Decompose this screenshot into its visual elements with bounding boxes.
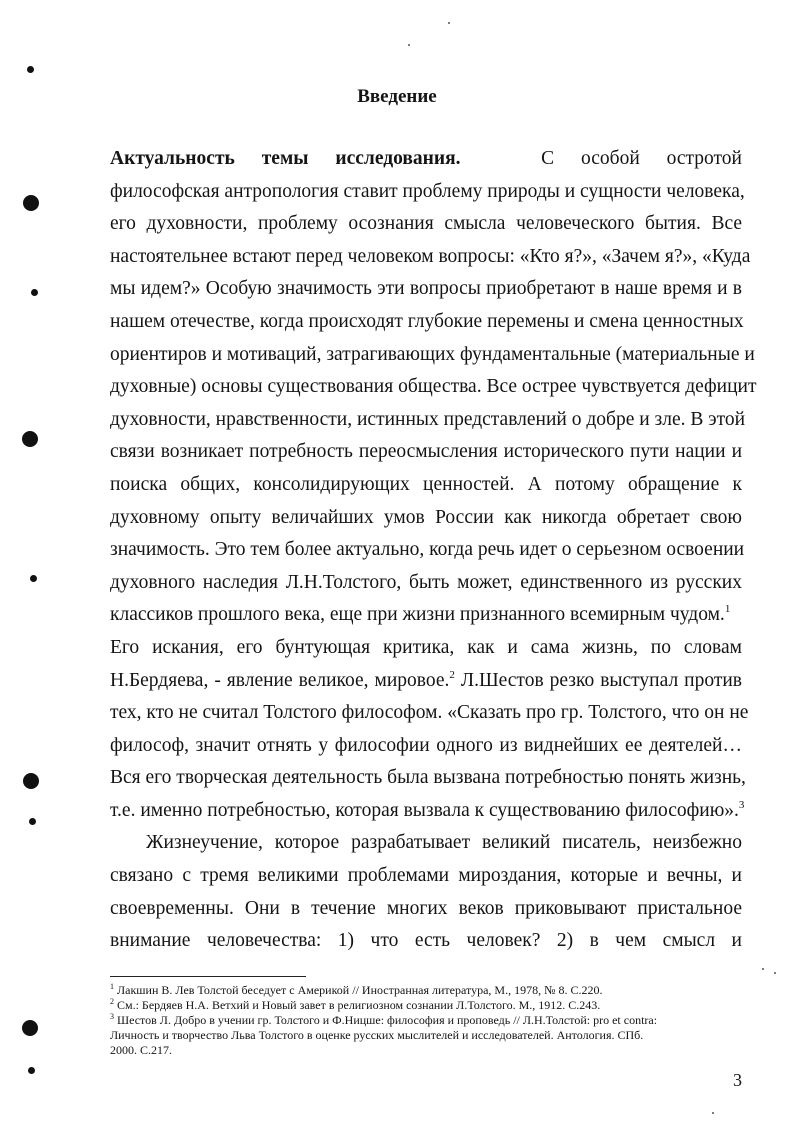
text-line: духовному опыту величайших умов России как никогда обретает свою <box>110 506 742 528</box>
text-line: Вся его творческая деятельность была вызвана потребностью понять жизнь, <box>110 767 746 789</box>
text-line: нашем отечестве, когда происходят глубокие перемены и смена ценностных <box>110 310 744 332</box>
punch-mark <box>28 1067 35 1074</box>
scan-speck <box>712 1112 714 1114</box>
text-line: философская антропология ставит проблему природы и сущности человека, <box>110 180 745 202</box>
footnote-continuation: Личность и творчество Льва Толстого в оценке русских мыслителей и исследователей. Антология. СПб. <box>110 1028 644 1042</box>
body-text <box>110 143 757 958</box>
punch-mark <box>30 575 37 582</box>
text-line: Н.Бердяева, - явление великое, мировое.$^2$ Л.Шестов резко выступал против <box>110 668 742 691</box>
text-line: Его искания, его бунтующая критика, как и сама жизнь, по словам <box>110 636 742 658</box>
punch-hole <box>22 431 38 447</box>
text-line: своевременны. Они в течение многих веков приковывают пристальное <box>110 897 742 919</box>
page-title: Введение <box>357 86 437 107</box>
text-line: связано с тремя великими проблемами мироздания, которые и вечны, и <box>110 865 742 887</box>
text-line: значимость. Это тем более актуально, когда речь идет о серьезном освоении <box>110 539 745 561</box>
scan-speck <box>762 968 764 970</box>
text-line: тех, кто не считал Толстого философом. «Сказать про гр. Толстого, что он не <box>110 702 749 724</box>
punch-hole <box>23 773 39 789</box>
footnote: $^3$ Шестов Л. Добро в учении гр. Толстого и Ф.Ницше: философия и проповедь // Л.Н.Толстой: pro et contra: <box>110 1012 658 1027</box>
section-heading: Актуальность темы исследования. <box>110 148 461 169</box>
footnote: $^1$ Лакшин В. Лев Толстой беседует с Америкой // Иностранная литература, М., 1978, № 8. С.220. <box>110 982 603 997</box>
footnote-divider <box>110 976 306 977</box>
page-number: 3 <box>733 1070 742 1090</box>
text-line: духовные) основы существования общества. Все острее чувствуется дефицит <box>110 376 757 398</box>
punch-mark <box>31 289 38 296</box>
text-line: ориентиров и мотиваций, затрагивающих фундаментальные (материальные и <box>110 343 755 365</box>
text-line: мы идем?» Особую значимость эти вопросы приобретают в наше время и в <box>110 278 742 300</box>
punch-hole <box>23 195 39 211</box>
footnote-ref: 2 <box>449 668 455 681</box>
punch-mark <box>27 66 34 73</box>
text-line: поиска общих, консолидирующих ценностей. А потому обращение к <box>110 473 742 495</box>
footnote-ref: 3 <box>738 798 745 811</box>
text-line: связи возникает потребность переосмысления исторического пути нации и <box>110 441 742 463</box>
text-line: его духовности, проблему осознания смысла человеческого бытия. Все <box>110 213 742 235</box>
text-line: духовного наследия Л.Н.Толстого, быть может, единственного из русских <box>110 571 742 593</box>
footnotes <box>110 983 740 1058</box>
text-line: т.е. именно потребностью, которая вызвала к существованию философию».$^3$ <box>110 798 745 821</box>
text-line: философ, значит отнять у философии одного из виднейших ее деятелей… <box>110 734 742 756</box>
footnote-ref: 1 <box>724 603 731 616</box>
scan-speck <box>408 44 410 46</box>
text-line: настоятельнее встают перед человеком вопросы: «Кто я?», «Зачем я?», «Куда <box>110 245 751 267</box>
text-line: Актуальность темы исследования. С особой остротой <box>110 148 742 169</box>
punch-mark <box>29 818 36 825</box>
text-line: Жизнеучение, которое разрабатывает великий писатель, неизбежно <box>146 832 742 854</box>
text-line: внимание человечества: 1) что есть человек? 2) в чем смысл и <box>110 930 742 952</box>
scan-speck <box>448 22 450 24</box>
scan-speck <box>774 972 776 974</box>
punch-hole <box>22 1020 38 1036</box>
footnote: $^2$ См.: Бердяев Н.А. Ветхий и Новый завет в религиозном сознании Л.Толстого. М., 1912. С.243. <box>110 997 601 1012</box>
text-line: духовности, нравственности, истинных представлений о добре и зле. В этой <box>110 408 746 430</box>
text-line: классиков прошлого века, еще при жизни признанного всемирным чудом.$^1$ <box>110 603 731 626</box>
footnote-continuation: 2000. С.217. <box>110 1043 173 1057</box>
